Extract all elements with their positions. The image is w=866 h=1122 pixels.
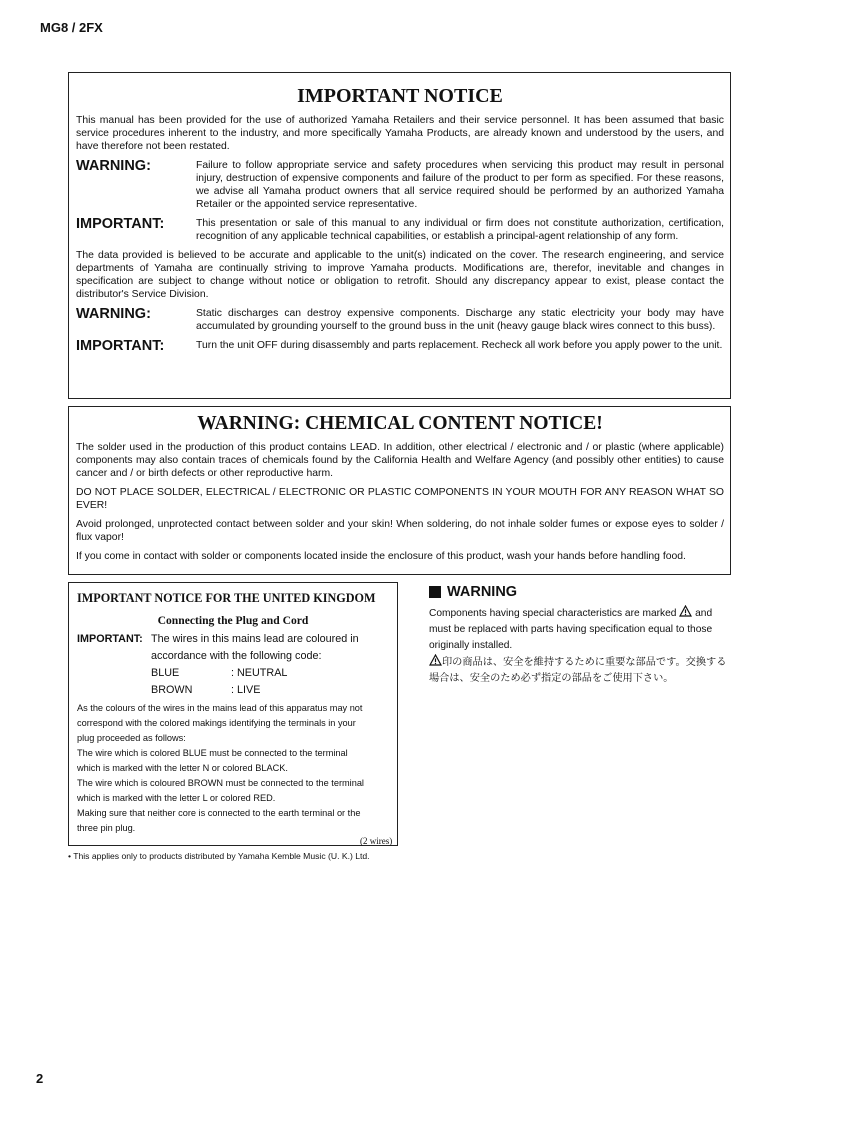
component-warning-jp [429, 654, 733, 687]
component-warning-heading [429, 584, 733, 600]
warning-triangle-icon [429, 654, 442, 666]
static-warning-text: Static discharges can destroy expensive components. Discharge any static electricity your body may have accumulated by grounding yourself to the ground buss in the unit (heavy gauge black wires connect to this buss). [196, 308, 724, 332]
uk-line: The wire which is colored BLUE must be connected to the terminal [77, 748, 348, 758]
warning-triangle-icon [679, 605, 692, 617]
component-warning-jp-text: 印の商品は、安全を維持するために重要な部品です。交換する場合は、安全のため必ず指定の部品をご使用下さい。 [429, 657, 727, 684]
uk-instructions [77, 701, 389, 836]
uk-notice-title: IMPORTANT NOTICE FOR THE UNITED KINGDOM [77, 591, 376, 605]
uk-line: which is marked with the letter L or colored RED. [77, 793, 276, 803]
uk-line: Making sure that neither core is connected to the earth terminal or the [77, 808, 361, 818]
uk-wire-blue [151, 665, 389, 682]
notice-important-row [76, 217, 724, 243]
chemical-paragraph-wash: If you come in contact with solder or components located inside the enclosure of this product, wash your hands before handling food. [76, 551, 686, 562]
warning-text: Failure to follow appropriate service and safety procedures when servicing this product may result in personal injury, destruction of expensive components and failure of the product to per form as specified. For these reasons, we advise all Yamaha product owners that all service required should be performed by an authorized Yamaha Retailer or the appointed service representative. [196, 160, 724, 210]
chemical-notice-title: WARNING: CHEMICAL CONTENT NOTICE! [197, 413, 603, 434]
chemical-paragraph-skin: Avoid prolonged, unprotected contact between solder and your skin! When soldering, do not inhale solder fumes or expose eyes to solder / flux vapor! [76, 519, 724, 543]
important-notice-title: IMPORTANT NOTICE [297, 85, 503, 107]
uk-line: correspond with the colored makings identifying the terminals in your [77, 718, 356, 728]
uk-line: three pin plug. [77, 823, 136, 833]
component-warning-text-before: Components having special characteristics are marked [429, 608, 677, 619]
uk-notice-box [68, 582, 398, 846]
uk-footnote: • This applies only to products distributed by Yamaha Kemble Music (U. K.) Ltd. [68, 851, 370, 861]
wire-meaning-neutral: : NEUTRAL [231, 667, 288, 679]
important-label: IMPORTANT: [76, 216, 165, 232]
uk-wire-brown [151, 682, 389, 699]
uk-notice-subtitle: Connecting the Plug and Cord [157, 614, 309, 627]
component-warning-text-after: and must be replaced with parts having specification equal to those originally installed. [429, 608, 713, 651]
notice-data-paragraph: The data provided is believed to be accurate and applicable to the unit(s) indicated on the cover. The research engineering, and service departments of Yamaha are continually striving to improve Yamaha products. Modifications are, therefor, inevitable and changes in specification are subject to change without notice or obligation to retrofit. Should any discrepancy appear to exist, please contact the distributor's Service Division. [76, 250, 724, 300]
uk-wires-note: (2 wires) [360, 836, 393, 846]
chemical-paragraph-lead: The solder used in the production of this product contains LEAD. In addition, other electrical / electronic and / or plastic (where applicable) components may also contain traces of chemicals found by the California Health and Welfare Agency (and possibly other entities) to cause cancer and / or birth defects or other reproductive harm. [76, 442, 724, 479]
wire-color-brown: BROWN [151, 684, 193, 696]
important-text: This presentation or sale of this manual to any individual or firm does not constitute authorization, certification, recognition of any applicable technical capabilities, or establish a principal-agent relationship of any form. [196, 218, 724, 242]
uk-important-continuation [151, 648, 389, 665]
uk-important-text-1: The wires in this mains lead are coloured in [151, 633, 359, 645]
wire-color-blue: BLUE [151, 667, 180, 679]
important-notice-box [68, 72, 731, 399]
warning-label: WARNING: [76, 158, 151, 174]
component-warning-title: WARNING [447, 584, 518, 600]
uk-line: which is marked with the letter N or colored BLACK. [77, 763, 288, 773]
power-important-text: Turn the unit OFF during disassembly and parts replacement. Recheck all work before you apply power to the unit. [196, 340, 723, 351]
model-header: MG8 / 2FX [40, 20, 103, 35]
chemical-paragraph-mouth: DO NOT PLACE SOLDER, ELECTRICAL / ELECTRONIC OR PLASTIC COMPONENTS IN YOUR MOUTH FOR ANY REASON WHAT SO EVER! [76, 487, 724, 511]
notice-warning-row [76, 159, 724, 211]
power-important-label: IMPORTANT: [76, 338, 165, 354]
component-warning-text [429, 605, 733, 654]
static-warning-label: WARNING: [76, 306, 151, 322]
uk-line: As the colours of the wires in the mains lead of this apparatus may not [77, 703, 363, 713]
component-warning-section [429, 584, 733, 687]
uk-line: The wire which is coloured BROWN must be connected to the terminal [77, 778, 364, 788]
uk-important-label: IMPORTANT: [77, 633, 143, 645]
notice-intro: This manual has been provided for the use of authorized Yamaha Retailers and their service personnel. It has been assumed that basic service procedures inherent to the industry, and more specifically Yamaha Products, are already known and understood by the users, and have therefore not been restated. [76, 115, 724, 152]
notice-static-warning-row [76, 307, 724, 333]
page-number: 2 [36, 1071, 44, 1086]
wire-meaning-live: : LIVE [231, 684, 261, 696]
black-square-icon [429, 586, 441, 598]
uk-line: plug proceeded as follows: [77, 733, 186, 743]
chemical-notice-box [68, 406, 731, 575]
notice-power-important-row [76, 339, 724, 353]
uk-important-text-2: accordance with the following code: [151, 650, 322, 662]
uk-important-row [77, 631, 389, 648]
